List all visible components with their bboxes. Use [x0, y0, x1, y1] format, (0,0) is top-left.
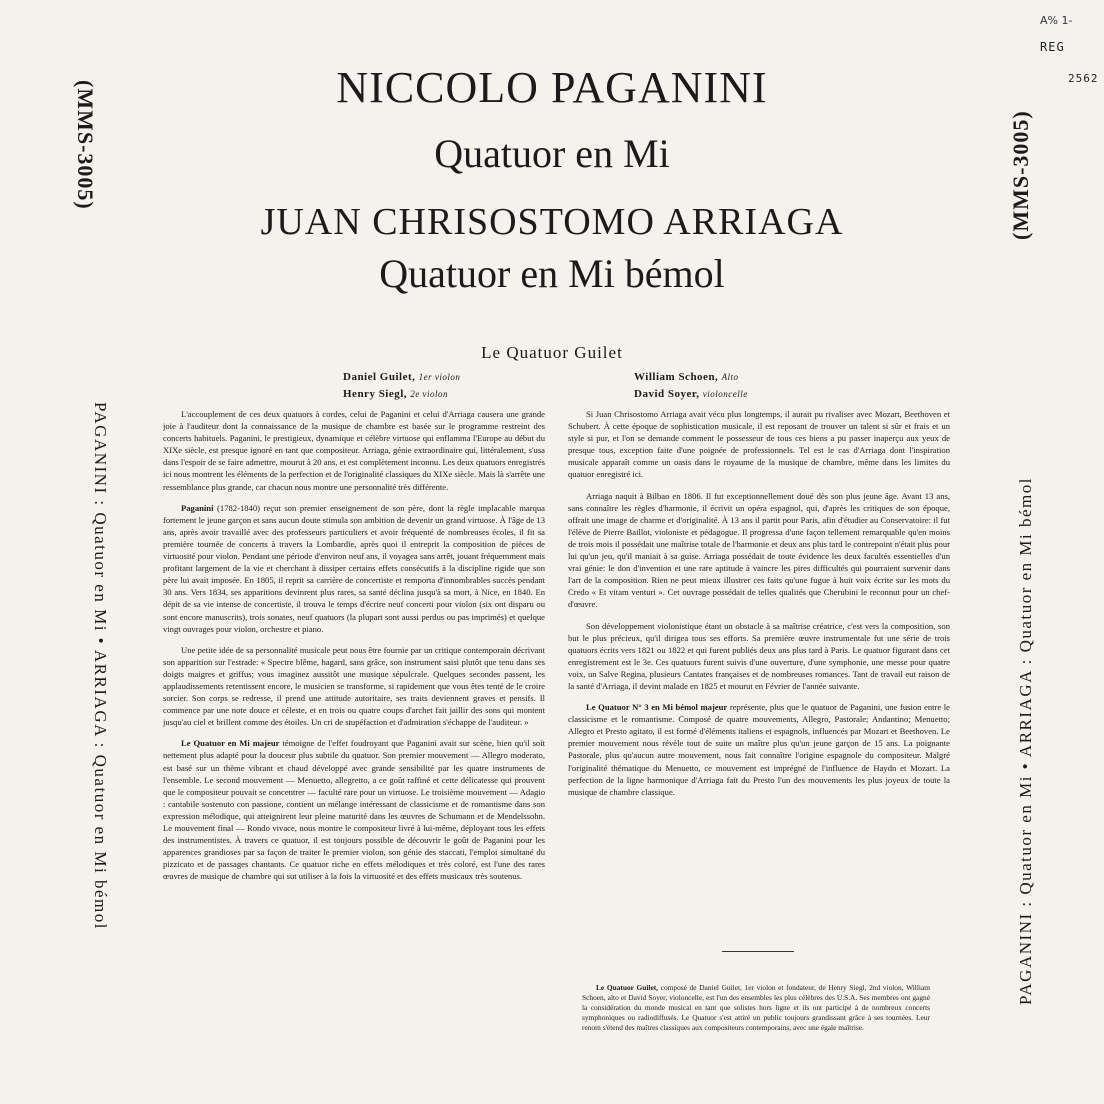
- member-siegl: Henry Siegl, 2e violon: [343, 388, 449, 400]
- member-guilet: Daniel Guilet, 1er violon: [343, 371, 461, 383]
- reg-stamp: REG: [1040, 40, 1065, 54]
- arriaga-intro-paragraph: Si Juan Chrisostomo Arriaga avait vécu plus longtemps, il aurait pu rivaliser avec Mozart, Beethoven et Schubert. À cette époque de sophistication musicale, il est reposant de trouver un talent si sûr et frais et un style si pur, et l'on se demande comment le possesseur de tous ces biens a pu passer inaperçu aux yeux de presque tous, exception faite d'une poignée de professionnels. Tel est le cas d'Arriaga dont l'inspiration musicale apparaît comme un oasis dans le royaume de la musique de chambre, même dans les limites du quatuor enregistré ici.: [568, 409, 950, 480]
- work-arriaga: Quatuor en Mi bémol: [379, 251, 725, 296]
- liner-notes-left-column: [163, 408, 545, 1020]
- composer-paganini: NICCOLO PAGANINI: [336, 63, 768, 112]
- composer-arriaga: JUAN CHRISOSTOMO ARRIAGA: [260, 201, 844, 243]
- ensemble-name: Le Quatuor Guilet: [481, 343, 623, 362]
- paganini-quartet-paragraph: Le Quatuor en Mi majeur témoigne de l'effet foudroyant que Paganini avait sur scène, bien qu'il soit nettement plus adapté pour la douceur plus subtile du quatuor. Son premier mouvement — Allegro moderato, est basé sur un thème vibrant et chaud développé avec grande sensibilité par les quatre instruments de l'ensemble. Le second mouvement — Menuetto, allegretto, a ce goût raffiné et cette délicatesse qui prouvent que le compositeur pouvait se concentrer — faculté rare pour un virtuose. Le troisième mouvement — Adagio : cantabile sostenuto con passione, contient un mélange intéressant de classicisme et de romantisme dans son expression mélodique, qui atteignirent leur pleine maturité dans les œuvres de Schumann et de Mendelssohn. Le mouvement final — Rondo vivace, nous montre le compositeur livré à lui-même, déployant tous les effets des instrumentistes. À travers ce quatuor, il est toujours possible de découvrir le goût de Paganini pour les apparences grandioses par sa façon de traiter le premier violon, son génie des staccati, l'emploi simultané du pizzicato et de passages chantants. Ce quatuor riche en effets mélodiques et très coloré, est l'une des rares œuvres de musique de chambre qui sut utiliser à la fois la virtuosité et des effets musicaux très soutenus.: [163, 738, 545, 882]
- spine-text-right: PAGANINI : Quatuor en Mi • ARRIAGA : Quatuor en Mi bémol: [1016, 477, 1035, 1005]
- catalog-number-right: (MMS-3005): [1008, 110, 1033, 240]
- arriaga-bio-paragraph: Arriaga naquit à Bilbao en 1806. Il fut exceptionnellement doué dès son plus jeune âge. Avant 13 ans, sans connaître les règles d'harmonie, il écrivit un opéra espagnol, qui, d'après les critiques de son époque, offrait une image de charme et d'originalité. À 13 ans il partit pour Paris, afin d'étudier au Conservatoire: il fut l'élève de Pierre Baillot, violoniste et pédagogue. Il progressa d'une façon tellement remarquable qu'en moins de trois mois il possédait une maîtrise totale de l'harmonie et deux ans plus tard le contrepoint n'était plus pour lui qu'un jeu, qu'il maniait à sa guise. Arriaga possédait de toute évidence les deux facultés essentielles d'un vrai génie: le don d'invention et une rare aptitude à vaincre les pires difficultés qui pourraient survenir dans l'art de la composition. Rien ne peut mieux illustrer ces faits qu'une fugue à huit voix écrite sur les mots du Credo « Et vitam venturi ». Cet ouvrage possédait de telles qualités que Cherubini le reconnut pour un chef-d'œuvre.: [568, 490, 950, 610]
- member-schoen: William Schoen, Alto: [634, 371, 739, 383]
- liner-notes-right-column: [568, 408, 950, 940]
- catalog-number-left: (MMS-3005): [73, 80, 98, 210]
- member-soyer: David Soyer, violoncelle: [634, 388, 748, 400]
- reg-number-stamp: 2562: [1068, 72, 1099, 85]
- arriaga-quartet-paragraph: Le Quatuor N° 3 en Mi bémol majeur représente, plus que le quatuor de Paganini, une fusion entre le classicisme et le romantisme. Composé de quatre mouvements, Allegro, Pastorale; Andantino; Menuetto; Allegro et Presto agitato, il est formé d'éléments italiens et espagnols, influencés par Mozart et Beethoven. Le premier mouvement nous révèle tout de suite un maître plus qu'un jeune garçon de 15 ans. La poignante Pastorale, plus qu'aucun autre mouvement, nous fait connaître l'origine espagnole du compositeur. Malgré l'originalité thématique du Menuetto, ce mouvement est imprégné de l'influence de Haydn et Mozart. La perfection de la ligne harmonique d'Arriaga fait du Presto l'un des mouvements les plus joyeux de toute la musique de chambre classique.: [568, 702, 950, 797]
- paganini-bio-paragraph: Paganini (1782-1840) reçut son premier enseignement de son père, dont la règle implacable marqua fortement le jeune garçon et sans aucun doute stimula son ambition de devenir un grand virtuose. À l'âge de 13 ans, après avoir travaillé avec des professeurs particuliers et avoir fréquenté de nombreuses écoles, il fit sa première tournée de concerts à travers la Lombardie, après quoi il entreprit la composition de pièces de virtuosité pour violon. Pendant une période d'environ neuf ans, il voyagea sans arrêt, jouant fréquemment mais profitant largement de la vie et cherchant à dissiper certains effets consécutifs à la discipline rigide que son père lui avait imposée. En 1805, il reprit sa carrière de concertiste et remporta d'innombrables succès pendant 30 ans. Vers 1834, ses apparitions devinrent plus rares, sa santé déclina jusqu'à sa mort, à Nice, en 1840. En dépit de sa vie intense de concertiste, il trouva le temps d'écrire neuf concerti pour violon (six ont disparu ou sont encore manuscrits), trois sonates, neuf quatuors (la plupart sont aussi perdus ou pas imprimés) et quelque vingt ouvrages pour violon, orchestre et piano.: [163, 502, 545, 634]
- divider-rule: [722, 951, 794, 952]
- intro-paragraph: L'accouplement de ces deux quatuors à cordes, celui de Paganini et celui d'Arriaga causera une grande joie à l'auditeur dont la connaissance de la musique de chambre est basée sur le programme restreint des concerts habituels. Paganini, le prestigieux, dynamique et célèbre virtuose qui enflamma l'Europe au début du XIXe siècle, est presque ignoré en tant que compositeur. Arriaga, génie extraordinaire qui, littéralement, s'usa dans l'espoir de se faire admettre, mourut à 20 ans, et est complètement inconnu. Les deux quatuors enregistrés ici nous montrent les éléments de la perfection et de l'originalité classiques du XIXe siècle. Mais là s'arrête une ressemblance plus grande, car chacun nous montre une personnalité très différente.: [163, 409, 545, 492]
- ensemble-note: Le Quatuor Guilet, composé de Daniel Guilet, 1er violon et fondateur, de Henry Siegl, 2nd violon, William Schoen, alto et David Soyer, violoncelle, est l'un des ensembles les plus célèbres des U.S.A. Ses membres ont gagné la considération du monde musical en tant que solistes hors ligne et ils ont participé à de nombreux concerts symphoniques ou radiodiffusés. Le Quatuor s'est attiré un public toujours grandissant grâce à ses tournées. Leur renom s'étend des maîtres classiques aux compositeurs contemporains, avec une égale maîtrise.: [582, 983, 930, 1032]
- arriaga-works-paragraph: Son développement violonistique étant un obstacle à sa maîtrise créatrice, c'est vers la composition, son but le plus précieux, qu'il dirigea tous ses efforts. Sa première œuvre instrumentale fut une série de trois quatuors écrits vers 1821 ou 1822 et qui furent publiés deux ans plus tard à Paris. Le quatuor figurant dans cet enregistrement est le 3e. Ces quatuors furent suivis d'une ouverture, d'une symphonie, une messe pour quatre voix, un Salve Regina, plusieurs Cantates françaises et de nombreuses romances. Tant de travail eut raison de la santé d'Arriaga, il devint malade en 1825 et mourut en Février de l'année suivante.: [568, 620, 950, 691]
- critic-quote-paragraph: Une petite idée de sa personnalité musicale peut nous être fournie par un critique contemporain décrivant son apparition sur l'estrade: « Spectre blême, hagard, sans grâce, son instrument saisi plutôt que tenu dans ses doigts maigres et griffus; vous imaginez aussitôt une musique sépulcrale. Quelques secondes passent, les applaudissements retentissent encore, le musicien se transforme, si rapidement que vous êtes tenté de le croire sorcier. Son corps se redresse, il prend une attitude autoritaire, ses traits deviennent graves et pensifs. Il commence par une note douce et céleste, et en trois ou quatre coups d'archet fait jaillir des sons qui montent jusqu'au ciel et brillent comme des étoiles. Un cri de stupéfaction et d'admiration s'échappe de l'auditeur. »: [163, 644, 545, 728]
- handwritten-annotation: A% 1-: [1040, 14, 1073, 27]
- spine-text-left: PAGANINI : Quatuor en Mi • ARRIAGA : Quatuor en Mi bémol: [91, 402, 110, 930]
- work-paganini: Quatuor en Mi: [434, 131, 670, 176]
